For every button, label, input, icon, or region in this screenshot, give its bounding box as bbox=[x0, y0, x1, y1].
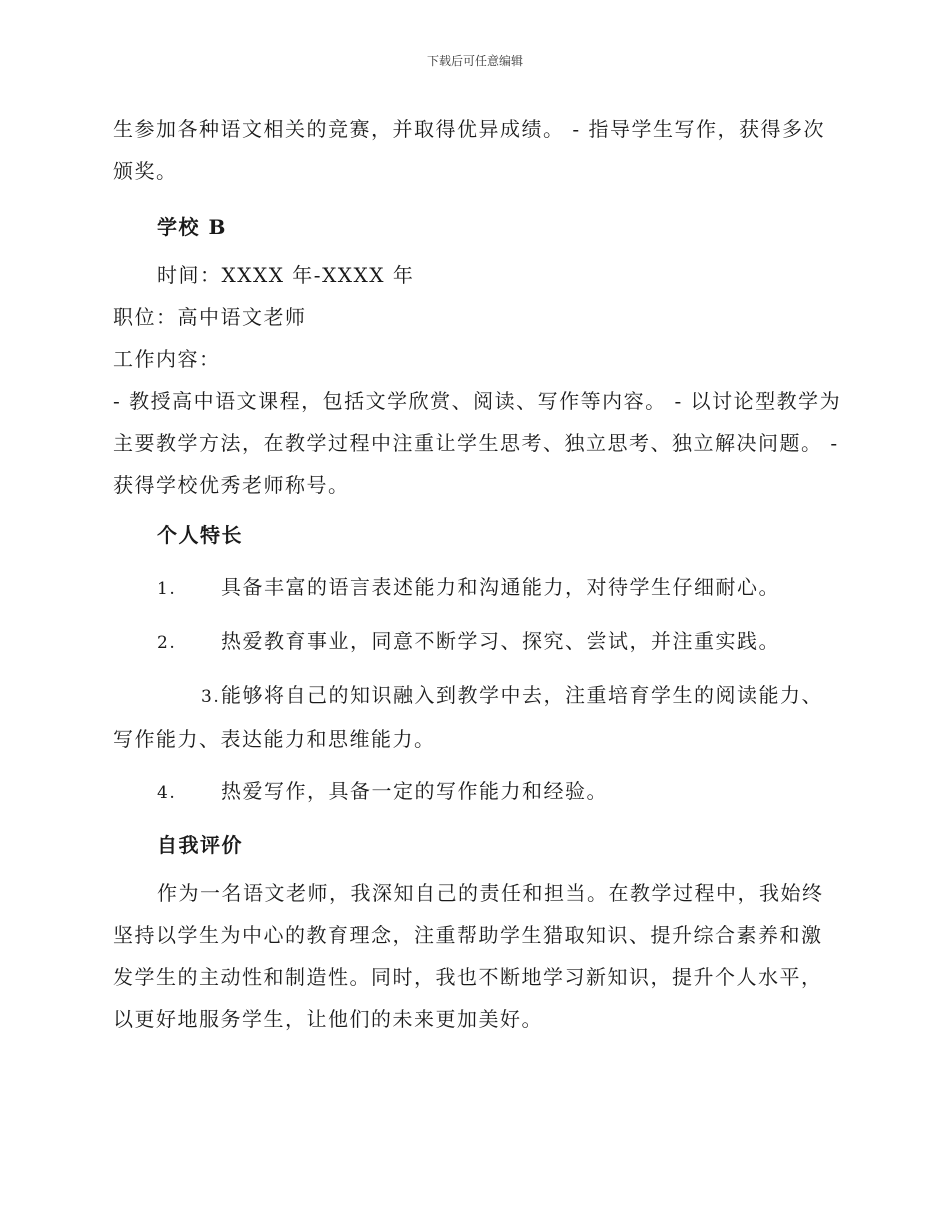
school-b-work-label: 工作内容： bbox=[113, 347, 221, 371]
school-b-position: 职位：高中语文老师 bbox=[113, 305, 307, 329]
strength-item-text: 热爱写作，具备一定的写作能力和经验。 bbox=[221, 779, 608, 803]
school-b-time: 时间：XXXX 年-XXXX 年 bbox=[157, 263, 415, 287]
strength-item-number: 1. bbox=[157, 579, 177, 599]
strength-item-number: 2. bbox=[157, 633, 177, 653]
school-b-heading: 学校 B bbox=[157, 215, 227, 239]
school-a-tail-paragraph: 生参加各种语文相关的竞赛，并取得优异成绩。 - 指导学生写作，获得多次颁奖。 bbox=[113, 117, 825, 183]
document-body bbox=[113, 108, 843, 1040]
strength-item-2 bbox=[113, 620, 843, 664]
strength-item-number: 3. bbox=[201, 687, 221, 707]
self-evaluation-paragraph: 作为一名语文老师，我深知自己的责任和担当。在教学过程中，我始终坚持以学生为中心的教育理念，注重帮助学生猎取知识、提升综合素养和激发学生的主动性和制造性。同时，我也不断地学习新知识，提升个人水平，以更好地服务学生，让他们的未来更加美好。 bbox=[113, 881, 824, 1031]
strength-item-text: 热爱教育事业，同意不断学习、探究、尝试，并注重实践。 bbox=[221, 629, 780, 653]
strength-item-3 bbox=[113, 674, 843, 760]
strength-item-1 bbox=[113, 566, 843, 610]
strength-item-4 bbox=[113, 770, 843, 814]
page-header: 下载后可任意编辑 bbox=[426, 54, 523, 68]
strength-item-text: 具备丰富的语言表述能力和沟通能力，对待学生仔细耐心。 bbox=[221, 575, 780, 599]
strength-item-number: 4. bbox=[157, 783, 177, 803]
school-b-work-content: - 教授高中语文课程，包括文学欣赏、阅读、写作等内容。 - 以讨论型教学为主要教学方法，在教学过程中注重让学生思考、独立思考、独立解决问题。 - 获得学校优秀老师称号。 bbox=[113, 389, 842, 497]
strength-item-text: 能够将自己的知识融入到教学中去，注重培育学生的阅读能力、写作能力、表达能力和思维能力。 bbox=[113, 683, 823, 751]
self-evaluation-heading: 自我评价 bbox=[157, 833, 243, 857]
strengths-heading: 个人特长 bbox=[157, 523, 243, 547]
